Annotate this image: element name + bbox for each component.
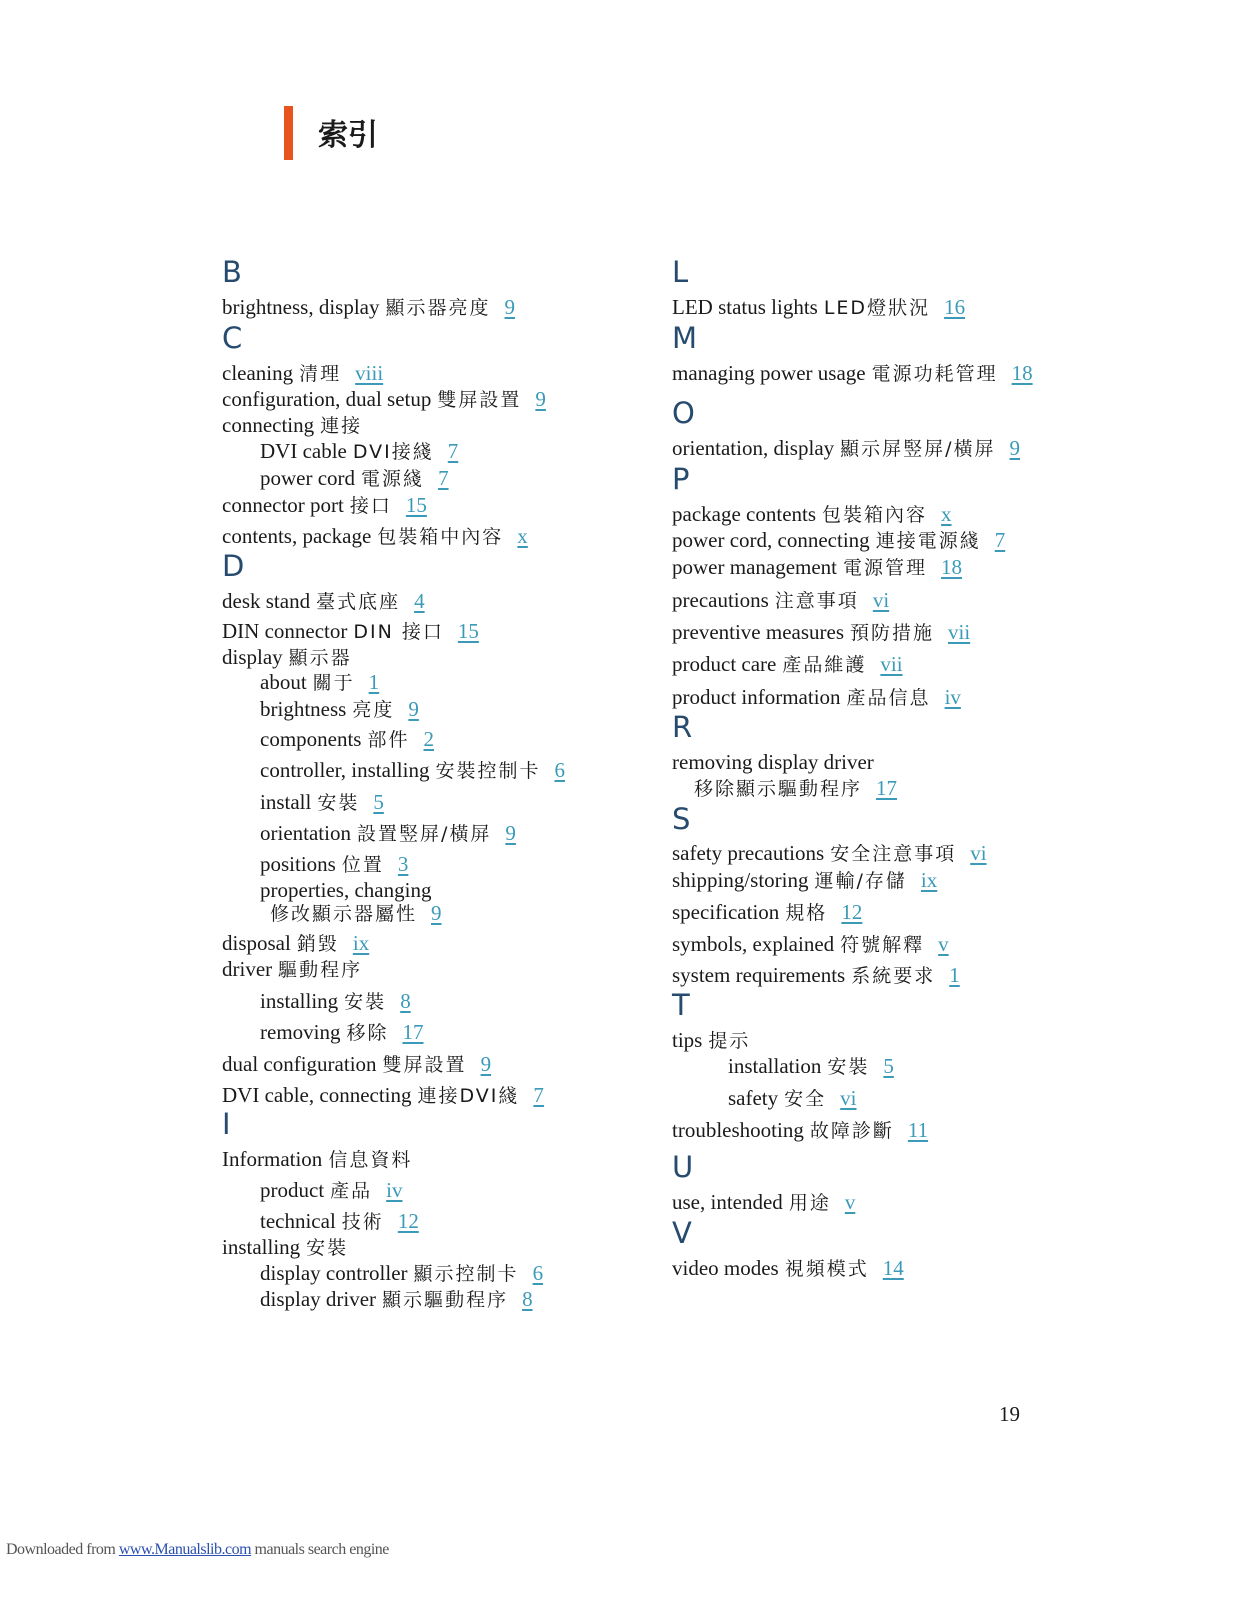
entry-page-link[interactable]: vi <box>872 588 890 612</box>
entry-term: display driver <box>260 1287 377 1311</box>
entry-chinese: 顯示控制卡 <box>413 1263 519 1285</box>
entry-term: connector port <box>222 493 344 517</box>
entry-chinese: 安裝 <box>317 792 360 814</box>
entry-term: specification <box>672 900 780 924</box>
entry-page-link[interactable]: x <box>517 524 528 548</box>
index-letter-s: S <box>672 802 691 836</box>
index-letter-d: D <box>222 549 245 583</box>
entry-chinese: 設置竪屏/橫屏 <box>356 823 492 845</box>
entry-term: DVI cable, connecting <box>222 1083 412 1107</box>
download-footer <box>6 1541 389 1559</box>
entry-term: removing <box>260 1020 341 1044</box>
entry-chinese: 關于 <box>312 672 355 694</box>
index-letter-t: T <box>672 988 690 1022</box>
entry-chinese: LED燈狀況 <box>823 297 931 319</box>
entry-term: troubleshooting <box>672 1118 804 1142</box>
entry-page-link[interactable]: 8 <box>400 989 411 1013</box>
index-entry <box>260 1019 424 1046</box>
entry-term: tips <box>672 1028 703 1052</box>
entry-term: display controller <box>260 1261 408 1285</box>
index-entry <box>672 501 952 528</box>
index-entry <box>672 294 965 321</box>
entry-term: product information <box>672 685 841 709</box>
entry-page-link[interactable]: 16 <box>944 295 966 319</box>
index-entry <box>672 749 874 775</box>
entry-term: DVI cable <box>260 439 347 463</box>
entry-chinese: 提示 <box>708 1030 751 1052</box>
entry-term: orientation, display <box>672 436 835 460</box>
entry-chinese: 符號解釋 <box>840 934 925 956</box>
entry-term: configuration, dual setup <box>222 387 432 411</box>
entry-chinese: 連接 <box>320 415 363 437</box>
entry-page-link[interactable]: 7 <box>447 439 459 463</box>
entry-page-link[interactable]: 17 <box>876 776 898 800</box>
index-entry <box>672 527 1005 554</box>
entry-chinese: 顯示器 <box>288 647 352 669</box>
index-letter-i: I <box>222 1107 231 1141</box>
entry-page-link[interactable]: 9 <box>431 901 442 925</box>
entry-page-link[interactable]: 3 <box>397 852 409 876</box>
entry-chinese: 電源功耗管理 <box>871 363 998 385</box>
entry-page-link[interactable]: iv <box>386 1178 403 1202</box>
index-entry <box>260 669 379 696</box>
entry-chinese: 規格 <box>785 902 828 924</box>
index-entry <box>222 523 528 550</box>
entry-page-link[interactable]: 5 <box>883 1054 894 1078</box>
entry-page-link[interactable]: ix <box>352 931 370 955</box>
footer-prefix: Downloaded from <box>6 1541 119 1558</box>
index-entry <box>260 988 411 1015</box>
entry-term: display <box>222 645 283 669</box>
entry-term: system requirements <box>672 963 846 987</box>
index-entry <box>672 1117 928 1144</box>
index-entry <box>672 899 862 926</box>
entry-page-link[interactable]: 18 <box>1011 361 1033 385</box>
entry-term: positions <box>260 852 336 876</box>
entry-term: shipping/storing <box>672 868 809 892</box>
entry-term: package contents <box>672 502 817 526</box>
entry-chinese: 安全 <box>784 1088 827 1110</box>
entry-term: desk stand <box>222 589 311 613</box>
entry-chinese: DIN 接口 <box>353 621 444 643</box>
entry-term: controller, installing <box>260 758 430 782</box>
entry-term: power management <box>672 555 838 579</box>
entry-chinese: 移除 <box>346 1022 389 1044</box>
entry-term: brightness <box>260 697 347 721</box>
entry-chinese: 電源綫 <box>361 468 425 490</box>
entry-page-link[interactable]: 9 <box>1009 436 1021 460</box>
entry-page-link[interactable]: 12 <box>841 900 863 924</box>
entry-chinese: 臺式底座 <box>316 591 401 613</box>
index-entry <box>672 867 937 894</box>
entry-page-link[interactable]: 6 <box>554 758 565 782</box>
entry-chinese: 包裝箱中內容 <box>377 526 504 548</box>
entry-page-link[interactable]: v <box>938 932 949 956</box>
entry-term: brightness, display <box>222 295 380 319</box>
entry-term: installing <box>222 1235 301 1259</box>
index-entry <box>672 1255 904 1282</box>
entry-page-link[interactable]: viii <box>355 361 384 385</box>
index-entry <box>260 438 458 465</box>
entry-chinese: 驅動程序 <box>278 959 363 981</box>
index-entry <box>260 465 449 492</box>
entry-page-link[interactable]: vi <box>970 841 987 865</box>
index-entry <box>672 435 1020 462</box>
index-entry <box>260 1208 419 1235</box>
entry-page-link[interactable]: v <box>844 1190 856 1214</box>
entry-term: power cord <box>260 466 356 490</box>
index-entry <box>672 1027 750 1054</box>
index-letter-b: B <box>222 255 242 289</box>
entry-page-link[interactable]: 11 <box>907 1118 929 1142</box>
entry-chinese: 位置 <box>341 854 384 876</box>
entry-term: safety precautions <box>672 841 825 865</box>
entry-page-link[interactable]: 9 <box>504 295 516 319</box>
entry-term: contents, package <box>222 524 372 548</box>
entry-page-link[interactable]: 9 <box>535 387 546 411</box>
index-letter-c: C <box>222 321 243 355</box>
entry-page-link[interactable]: vi <box>840 1086 857 1110</box>
index-entry <box>672 684 961 711</box>
entry-chinese: 顯示驅動程序 <box>382 1289 509 1311</box>
index-entry <box>260 1260 543 1287</box>
entry-page-link[interactable]: vii <box>948 620 971 644</box>
index-entry <box>222 360 383 387</box>
index-letter-o: O <box>672 396 695 430</box>
index-entry <box>672 587 889 614</box>
entry-page-link[interactable]: 18 <box>941 555 963 579</box>
entry-term: dual configuration <box>222 1052 377 1076</box>
footer-suffix: manuals search engine <box>251 1541 389 1558</box>
entry-chinese: 產品維護 <box>782 654 867 676</box>
index-entry <box>688 775 897 802</box>
index-entry <box>222 386 546 413</box>
entry-chinese: 雙屏設置 <box>382 1054 467 1076</box>
entry-chinese: 亮度 <box>352 699 395 721</box>
entry-page-link[interactable]: 15 <box>457 619 479 643</box>
entry-page-link[interactable]: 2 <box>423 727 434 751</box>
entry-chinese: 顯示器亮度 <box>385 297 491 319</box>
entry-term: power cord, connecting <box>672 528 870 552</box>
index-letter-p: P <box>672 462 690 496</box>
index-letter-u: U <box>672 1150 694 1184</box>
entry-term: video modes <box>672 1256 779 1280</box>
entry-chinese: 安裝 <box>344 991 387 1013</box>
entry-chinese: 用途 <box>788 1192 831 1214</box>
index-entry <box>260 696 419 723</box>
entry-page-link[interactable]: 7 <box>438 466 449 490</box>
entry-chinese: 安裝控制卡 <box>435 760 541 782</box>
index-entry <box>260 1177 403 1204</box>
entry-page-link[interactable]: 9 <box>480 1052 492 1076</box>
entry-chinese: 運輸/存儲 <box>814 870 907 892</box>
entry-chinese: 系統要求 <box>851 965 936 987</box>
entry-term: DIN connector <box>222 619 348 643</box>
entry-chinese: 預防措施 <box>850 622 935 644</box>
entry-chinese: 產品 <box>330 1180 373 1202</box>
entry-page-link[interactable]: 12 <box>397 1209 419 1233</box>
entry-page-link[interactable]: 7 <box>533 1083 544 1107</box>
index-entry <box>260 789 384 816</box>
index-letter-m: M <box>672 321 698 355</box>
index-entry <box>222 1082 544 1109</box>
entry-term: Information <box>222 1147 323 1171</box>
entry-term: orientation <box>260 821 351 845</box>
index-entry <box>260 851 408 878</box>
entry-chinese: 信息資料 <box>328 1149 413 1171</box>
index-entry <box>672 619 970 646</box>
entry-page-link[interactable]: 17 <box>402 1020 424 1044</box>
entry-page-link[interactable]: 15 <box>405 493 427 517</box>
index-entry <box>264 900 442 927</box>
entry-page-link[interactable]: 8 <box>522 1287 533 1311</box>
entry-chinese: 注意事項 <box>774 590 859 612</box>
entry-term: product <box>260 1178 325 1202</box>
manualslib-link[interactable]: www.Manualslib.com <box>118 1541 252 1558</box>
index-entry <box>222 1051 491 1078</box>
entry-term: LED status lights <box>672 295 818 319</box>
entry-chinese: 故障診斷 <box>809 1120 894 1142</box>
index-entry <box>222 1146 412 1173</box>
entry-chinese: 產品信息 <box>846 687 931 709</box>
page-title: 索引 <box>318 118 378 153</box>
entry-chinese: 連接DVI綫 <box>417 1085 520 1107</box>
index-entry <box>260 757 565 784</box>
index-entry <box>728 1053 894 1080</box>
index-entry <box>222 1234 348 1261</box>
page-number: 19 <box>999 1402 1020 1426</box>
index-entry <box>222 412 362 439</box>
entry-page-link[interactable]: 9 <box>505 821 516 845</box>
entry-term: about <box>260 670 307 694</box>
title-accent-bar <box>284 106 293 160</box>
entry-page-link[interactable]: 6 <box>532 1261 544 1285</box>
entry-page-link[interactable]: 1 <box>949 963 960 987</box>
entry-term: preventive measures <box>672 620 845 644</box>
entry-term: install <box>260 790 312 814</box>
index-entry <box>672 360 1033 387</box>
index-entry <box>672 1189 855 1216</box>
entry-chinese: 顯示屏竪屏/橫屏 <box>840 438 996 460</box>
index-entry <box>672 840 987 867</box>
entry-chinese: 電源管理 <box>843 557 928 579</box>
entry-chinese: 銷毀 <box>296 933 339 955</box>
index-entry <box>672 962 960 989</box>
entry-term: managing power usage <box>672 361 866 385</box>
entry-chinese: 移除顯示驅動程序 <box>694 778 863 800</box>
index-entry <box>222 644 352 671</box>
entry-chinese: 清理 <box>299 363 342 385</box>
entry-page-link[interactable]: vii <box>880 652 903 676</box>
entry-page-link[interactable]: 4 <box>414 589 425 613</box>
index-entry <box>728 1085 857 1112</box>
entry-page-link[interactable]: 1 <box>368 670 380 694</box>
index-entry <box>222 588 425 615</box>
entry-chinese: 連接電源綫 <box>875 530 981 552</box>
index-entry <box>222 956 362 983</box>
entry-chinese: 部件 <box>367 729 410 751</box>
index-entry <box>222 492 427 519</box>
entry-page-link[interactable]: iv <box>944 685 961 709</box>
index-letter-r: R <box>672 710 693 744</box>
index-entry <box>222 618 479 645</box>
entry-term: installation <box>728 1054 822 1078</box>
entry-term: disposal <box>222 931 291 955</box>
entry-term: safety <box>728 1086 779 1110</box>
entry-chinese: 視頻模式 <box>784 1258 869 1280</box>
entry-page-link[interactable]: x <box>941 502 952 526</box>
entry-term: precautions <box>672 588 769 612</box>
entry-term: product care <box>672 652 777 676</box>
entry-term: use, intended <box>672 1190 783 1214</box>
index-entry <box>222 294 515 321</box>
entry-term: components <box>260 727 362 751</box>
entry-term: connecting <box>222 413 315 437</box>
index-entry <box>260 1286 533 1313</box>
entry-chinese: 安裝 <box>827 1056 870 1078</box>
entry-chinese: DVI接綫 <box>352 441 434 463</box>
index-letter-v: V <box>672 1216 692 1250</box>
index-entry <box>672 554 962 581</box>
entry-term: driver <box>222 957 273 981</box>
entry-page-link[interactable]: ix <box>920 868 938 892</box>
entry-page-link[interactable]: 9 <box>408 697 419 721</box>
index-entry <box>260 820 516 847</box>
entry-chinese: 修改顯示器屬性 <box>270 903 418 925</box>
index-entry <box>672 651 903 678</box>
entry-chinese: 接口 <box>349 495 392 517</box>
entry-term: installing <box>260 989 339 1013</box>
index-entry <box>260 726 434 753</box>
index-entry <box>672 931 949 958</box>
entry-page-link[interactable]: 7 <box>994 528 1006 552</box>
index-letter-l: L <box>672 255 689 289</box>
entry-term: properties, changing <box>260 878 432 902</box>
entry-page-link[interactable]: 5 <box>373 790 384 814</box>
entry-term: symbols, explained <box>672 932 835 956</box>
entry-chinese: 安全注意事項 <box>830 843 957 865</box>
entry-chinese: 安裝 <box>306 1237 349 1259</box>
entry-chinese: 技術 <box>341 1211 384 1233</box>
entry-page-link[interactable]: 14 <box>882 1256 904 1280</box>
entry-term: cleaning <box>222 361 294 385</box>
entry-term: removing display driver <box>672 750 874 774</box>
index-entry <box>222 930 369 957</box>
entry-chinese: 包裝箱內容 <box>822 504 928 526</box>
entry-term: technical <box>260 1209 336 1233</box>
entry-chinese: 雙屏設置 <box>437 389 522 411</box>
